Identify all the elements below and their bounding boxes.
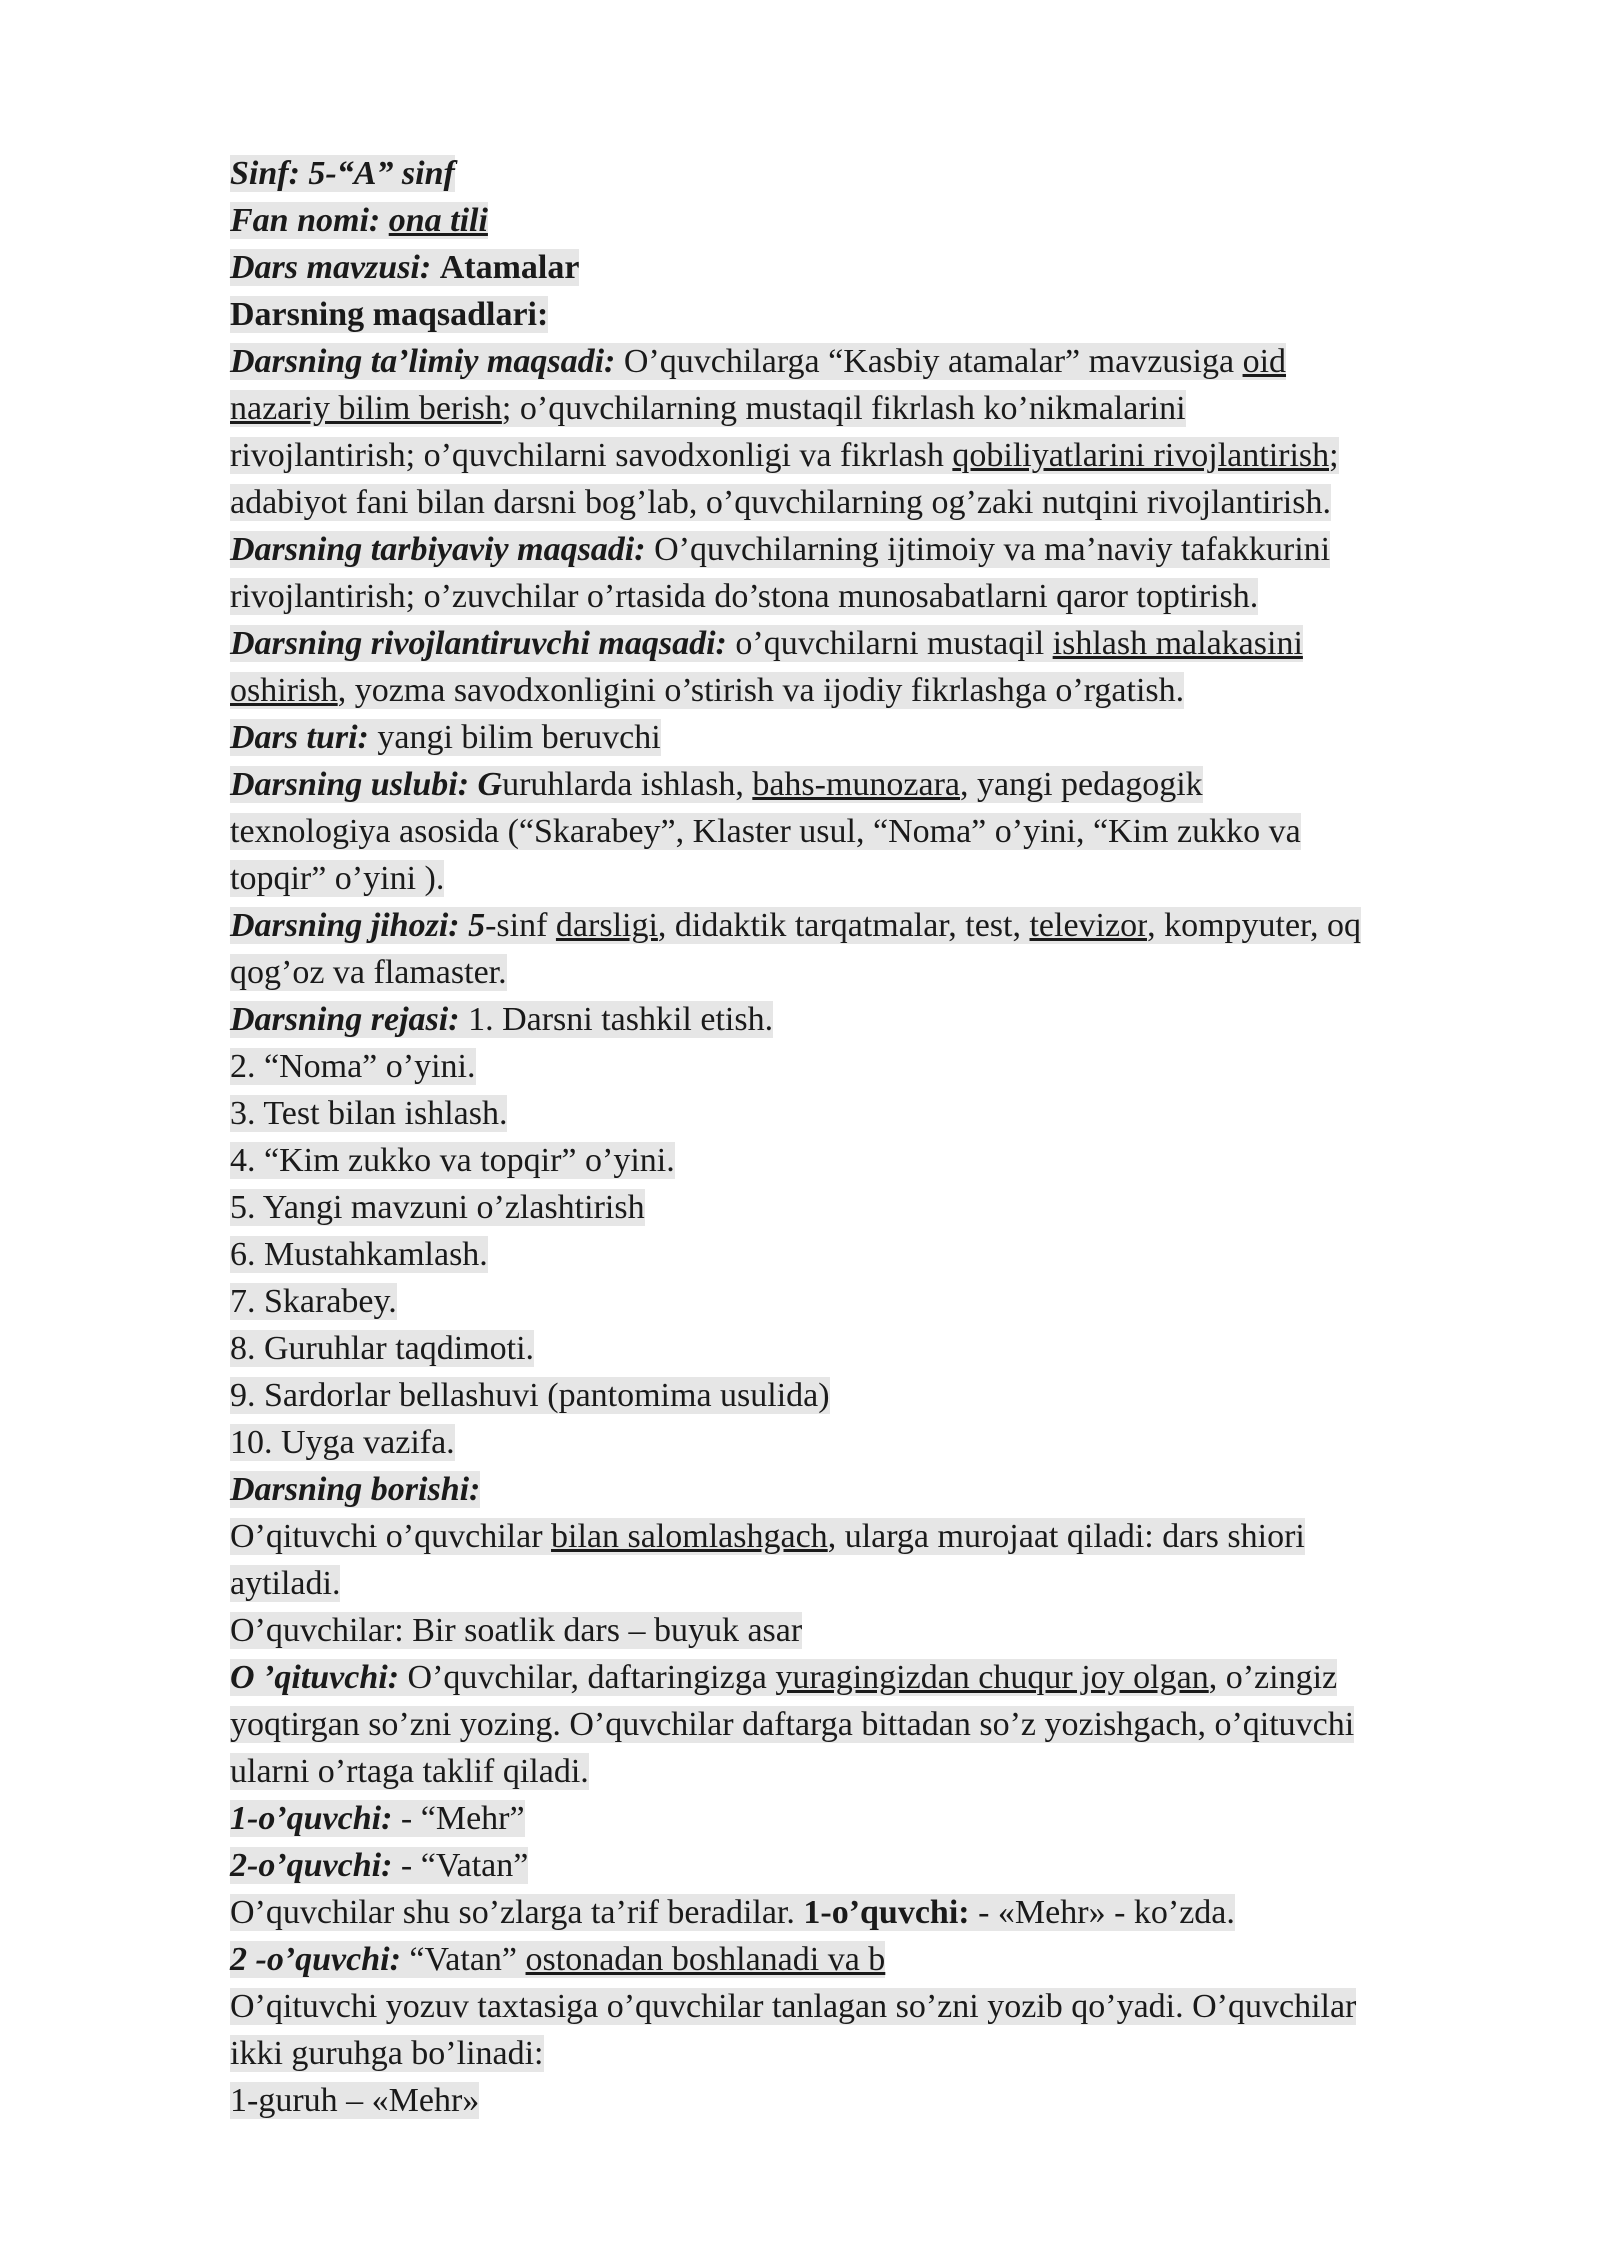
developmental-goal-line-2 <box>230 667 1510 714</box>
plan-list-item <box>230 1090 1510 1137</box>
method-line-2 <box>230 808 1510 855</box>
method-text: topqir” o’yini ). <box>230 860 445 897</box>
upbringing-goal-label: Darsning tarbiyaviy maqsadi: <box>230 531 646 568</box>
plan-item: 1. Darsni tashkil etish. <box>459 1001 774 1038</box>
procedure-text: ikki guruhga bo’linadi: <box>230 2035 544 2072</box>
equipment-text: , kompyuter, oq <box>1147 907 1362 944</box>
subject-line <box>230 197 1510 244</box>
method-underlined: bahs-munozara <box>752 766 961 803</box>
educational-goal-text: rivojlantirish; o’quvchilarni savodxonligi va fikrlash <box>230 437 953 474</box>
educational-goal-underlined: oid <box>1242 343 1287 380</box>
plan-item: 4. “Kim zukko va topqir” o’yini. <box>230 1142 675 1179</box>
procedure-text: O’quvchilar: Bir soatlik dars – buyuk asar <box>230 1612 803 1649</box>
goals-heading <box>230 291 1510 338</box>
procedure-label: Darsning borishi: <box>230 1471 481 1508</box>
educational-goal-underlined: nazariy bilim berish <box>230 390 502 427</box>
upbringing-goal-line-1 <box>230 526 1510 573</box>
procedure-line <box>230 1654 1510 1701</box>
goals-heading-text: Darsning maqsadlari: <box>230 296 549 333</box>
procedure-line <box>230 1560 1510 1607</box>
procedure-text: ularni o’rtaga taklif qiladi. <box>230 1753 589 1790</box>
topic-line <box>230 244 1510 291</box>
educational-goal-line-2 <box>230 385 1510 432</box>
educational-goal-line-4 <box>230 479 1510 526</box>
procedure-line <box>230 1701 1510 1748</box>
method-line-3 <box>230 855 1510 902</box>
procedure-line <box>230 1513 1510 1560</box>
developmental-goal-label: Darsning rivojlantiruvchi maqsadi: <box>230 625 727 662</box>
plan-item: 5. Yangi mavzuni o’zlashtirish <box>230 1189 645 1226</box>
method-label: Darsning uslubi: G <box>230 766 503 803</box>
method-text: , yangi pedagogik <box>960 766 1203 803</box>
plan-item: 7. Skarabey. <box>230 1283 397 1320</box>
procedure-line <box>230 1983 1510 2030</box>
plan-item: 8. Guruhlar taqdimoti. <box>230 1330 535 1367</box>
developmental-goal-underlined: ishlash malakasini <box>1052 625 1303 662</box>
plan-list-item <box>230 1278 1510 1325</box>
subject-label: Fan nomi: <box>230 202 381 239</box>
plan-item: 6. Mustahkamlash. <box>230 1236 488 1273</box>
upbringing-goal-text: O’quvchilarning ijtimoiy va ma’naviy tafakkurini <box>645 531 1331 568</box>
educational-goal-line-1 <box>230 338 1510 385</box>
plan-list-item <box>230 1043 1510 1090</box>
lesson-type-value: yangi bilim beruvchi <box>368 719 661 756</box>
procedure-text: , o’zingiz <box>1208 1659 1338 1696</box>
plan-label: Darsning rejasi: <box>230 1001 460 1038</box>
educational-goal-line-3 <box>230 432 1510 479</box>
upbringing-goal-text: rivojlantirish; o’zuvchilar o’rtasida do’stona munosabatlarni qaror toptirish. <box>230 578 1259 615</box>
developmental-goal-line-1 <box>230 620 1510 667</box>
lesson-type-line <box>230 714 1510 761</box>
plan-list-item <box>230 1419 1510 1466</box>
equipment-label: Darsning jihozi: 5 <box>230 907 486 944</box>
procedure-text: 1-guruh – «Mehr» <box>230 2082 480 2119</box>
plan-item: 3. Test bilan ishlash. <box>230 1095 508 1132</box>
student-1-value: - “Mehr” <box>392 1800 525 1837</box>
student-2-line <box>230 1842 1510 1889</box>
student-2-label: 2-o’quvchi: <box>230 1847 393 1884</box>
procedure-text: O’qituvchi yozuv taxtasiga o’quvchilar tanlagan so’zni yozib qo’yadi. O’quvchilar <box>230 1988 1357 2025</box>
topic-value: Atamalar <box>439 249 580 286</box>
procedure-underlined: ostonadan boshlanadi va b <box>525 1941 886 1978</box>
equipment-text: -sinf <box>485 907 556 944</box>
developmental-goal-underlined: oshirish <box>230 672 338 709</box>
procedure-heading <box>230 1466 1510 1513</box>
procedure-text: O’quvchilar, daftaringizga <box>399 1659 776 1696</box>
method-line-1 <box>230 761 1510 808</box>
procedure-text: O’quvchilar shu so’zlarga ta’rif beradilar. <box>230 1894 804 1931</box>
educational-goal-text: O’quvchilarga “Kasbiy atamalar” mavzusiga <box>615 343 1243 380</box>
procedure-text: , ularga murojaat qiladi: dars shiori <box>827 1518 1305 1555</box>
upbringing-goal-line-2 <box>230 573 1510 620</box>
teacher-label: O ’qituvchi: <box>230 1659 400 1696</box>
student-1-label: 1-o’quvchi: <box>803 1894 970 1931</box>
educational-goal-text: ; <box>1329 437 1339 474</box>
lesson-type-label: Dars turi: <box>230 719 369 756</box>
student-2-label: 2 -o’quvchi: <box>230 1941 401 1978</box>
lesson-plan-page <box>230 150 1510 2124</box>
procedure-line <box>230 2077 1510 2124</box>
procedure-text: aytiladi. <box>230 1565 341 1602</box>
procedure-text: O’qituvchi o’quvchilar <box>230 1518 552 1555</box>
equipment-underlined: darsligi <box>555 907 658 944</box>
equipment-underlined: televizor <box>1029 907 1148 944</box>
plan-item: 9. Sardorlar bellashuvi (pantomima usulida) <box>230 1377 830 1414</box>
procedure-line <box>230 2030 1510 2077</box>
educational-goal-text: ; o’quvchilarning mustaqil fikrlash ko’nikmalarini <box>501 390 1186 427</box>
student-2-value: - “Vatan” <box>392 1847 529 1884</box>
method-text: texnologiya asosida (“Skarabey”, Klaster usul, “Noma” o’yini, “Kim zukko va <box>230 813 1301 850</box>
plan-list-item <box>230 1184 1510 1231</box>
plan-list-item <box>230 1231 1510 1278</box>
educational-goal-underlined: qobiliyatlarini rivojlantirish <box>952 437 1330 474</box>
educational-goal-text: adabiyot fani bilan darsni bog’lab, o’quvchilarning og’zaki nutqini rivojlantirish. <box>230 484 1331 521</box>
student-2-answer-line <box>230 1936 1510 1983</box>
developmental-goal-text: o’quvchilarni mustaqil <box>726 625 1053 662</box>
equipment-text: , didaktik tarqatmalar, test, <box>657 907 1030 944</box>
procedure-text: - «Mehr» - ko’zda. <box>969 1894 1235 1931</box>
plan-item: 10. Uyga vazifa. <box>230 1424 455 1461</box>
method-text: uruhlarda ishlash, <box>502 766 753 803</box>
procedure-line <box>230 1748 1510 1795</box>
class-label: Sinf: 5-“A” sinf <box>230 155 455 192</box>
procedure-text: yoqtirgan so’zni yozing. O’quvchilar daftarga bittadan so’z yozishgach, o’qituvchi <box>230 1706 1355 1743</box>
plan-item: 2. “Noma” o’yini. <box>230 1048 476 1085</box>
equipment-line-1 <box>230 902 1510 949</box>
plan-list-item <box>230 1137 1510 1184</box>
plan-list-item <box>230 1372 1510 1419</box>
equipment-text: qog’oz va flamaster. <box>230 954 507 991</box>
plan-list-item <box>230 1325 1510 1372</box>
plan-line-1 <box>230 996 1510 1043</box>
student-1-line <box>230 1795 1510 1842</box>
class-line <box>230 150 1510 197</box>
equipment-line-2 <box>230 949 1510 996</box>
procedure-line <box>230 1889 1510 1936</box>
student-1-label: 1-o’quvchi: <box>230 1800 393 1837</box>
educational-goal-label: Darsning ta’limiy maqsadi: <box>230 343 616 380</box>
subject-value: ona tili <box>388 202 488 239</box>
procedure-underlined: bilan salomlashgach <box>551 1518 828 1555</box>
procedure-underlined: yuragingizdan chuqur joy olgan <box>775 1659 1209 1696</box>
procedure-line <box>230 1607 1510 1654</box>
topic-label: Dars mavzusi: <box>230 249 432 286</box>
procedure-text: “Vatan” <box>400 1941 526 1978</box>
developmental-goal-text: , yozma savodxonligini o’stirish va ijodiy fikrlashga o’rgatish. <box>337 672 1185 709</box>
